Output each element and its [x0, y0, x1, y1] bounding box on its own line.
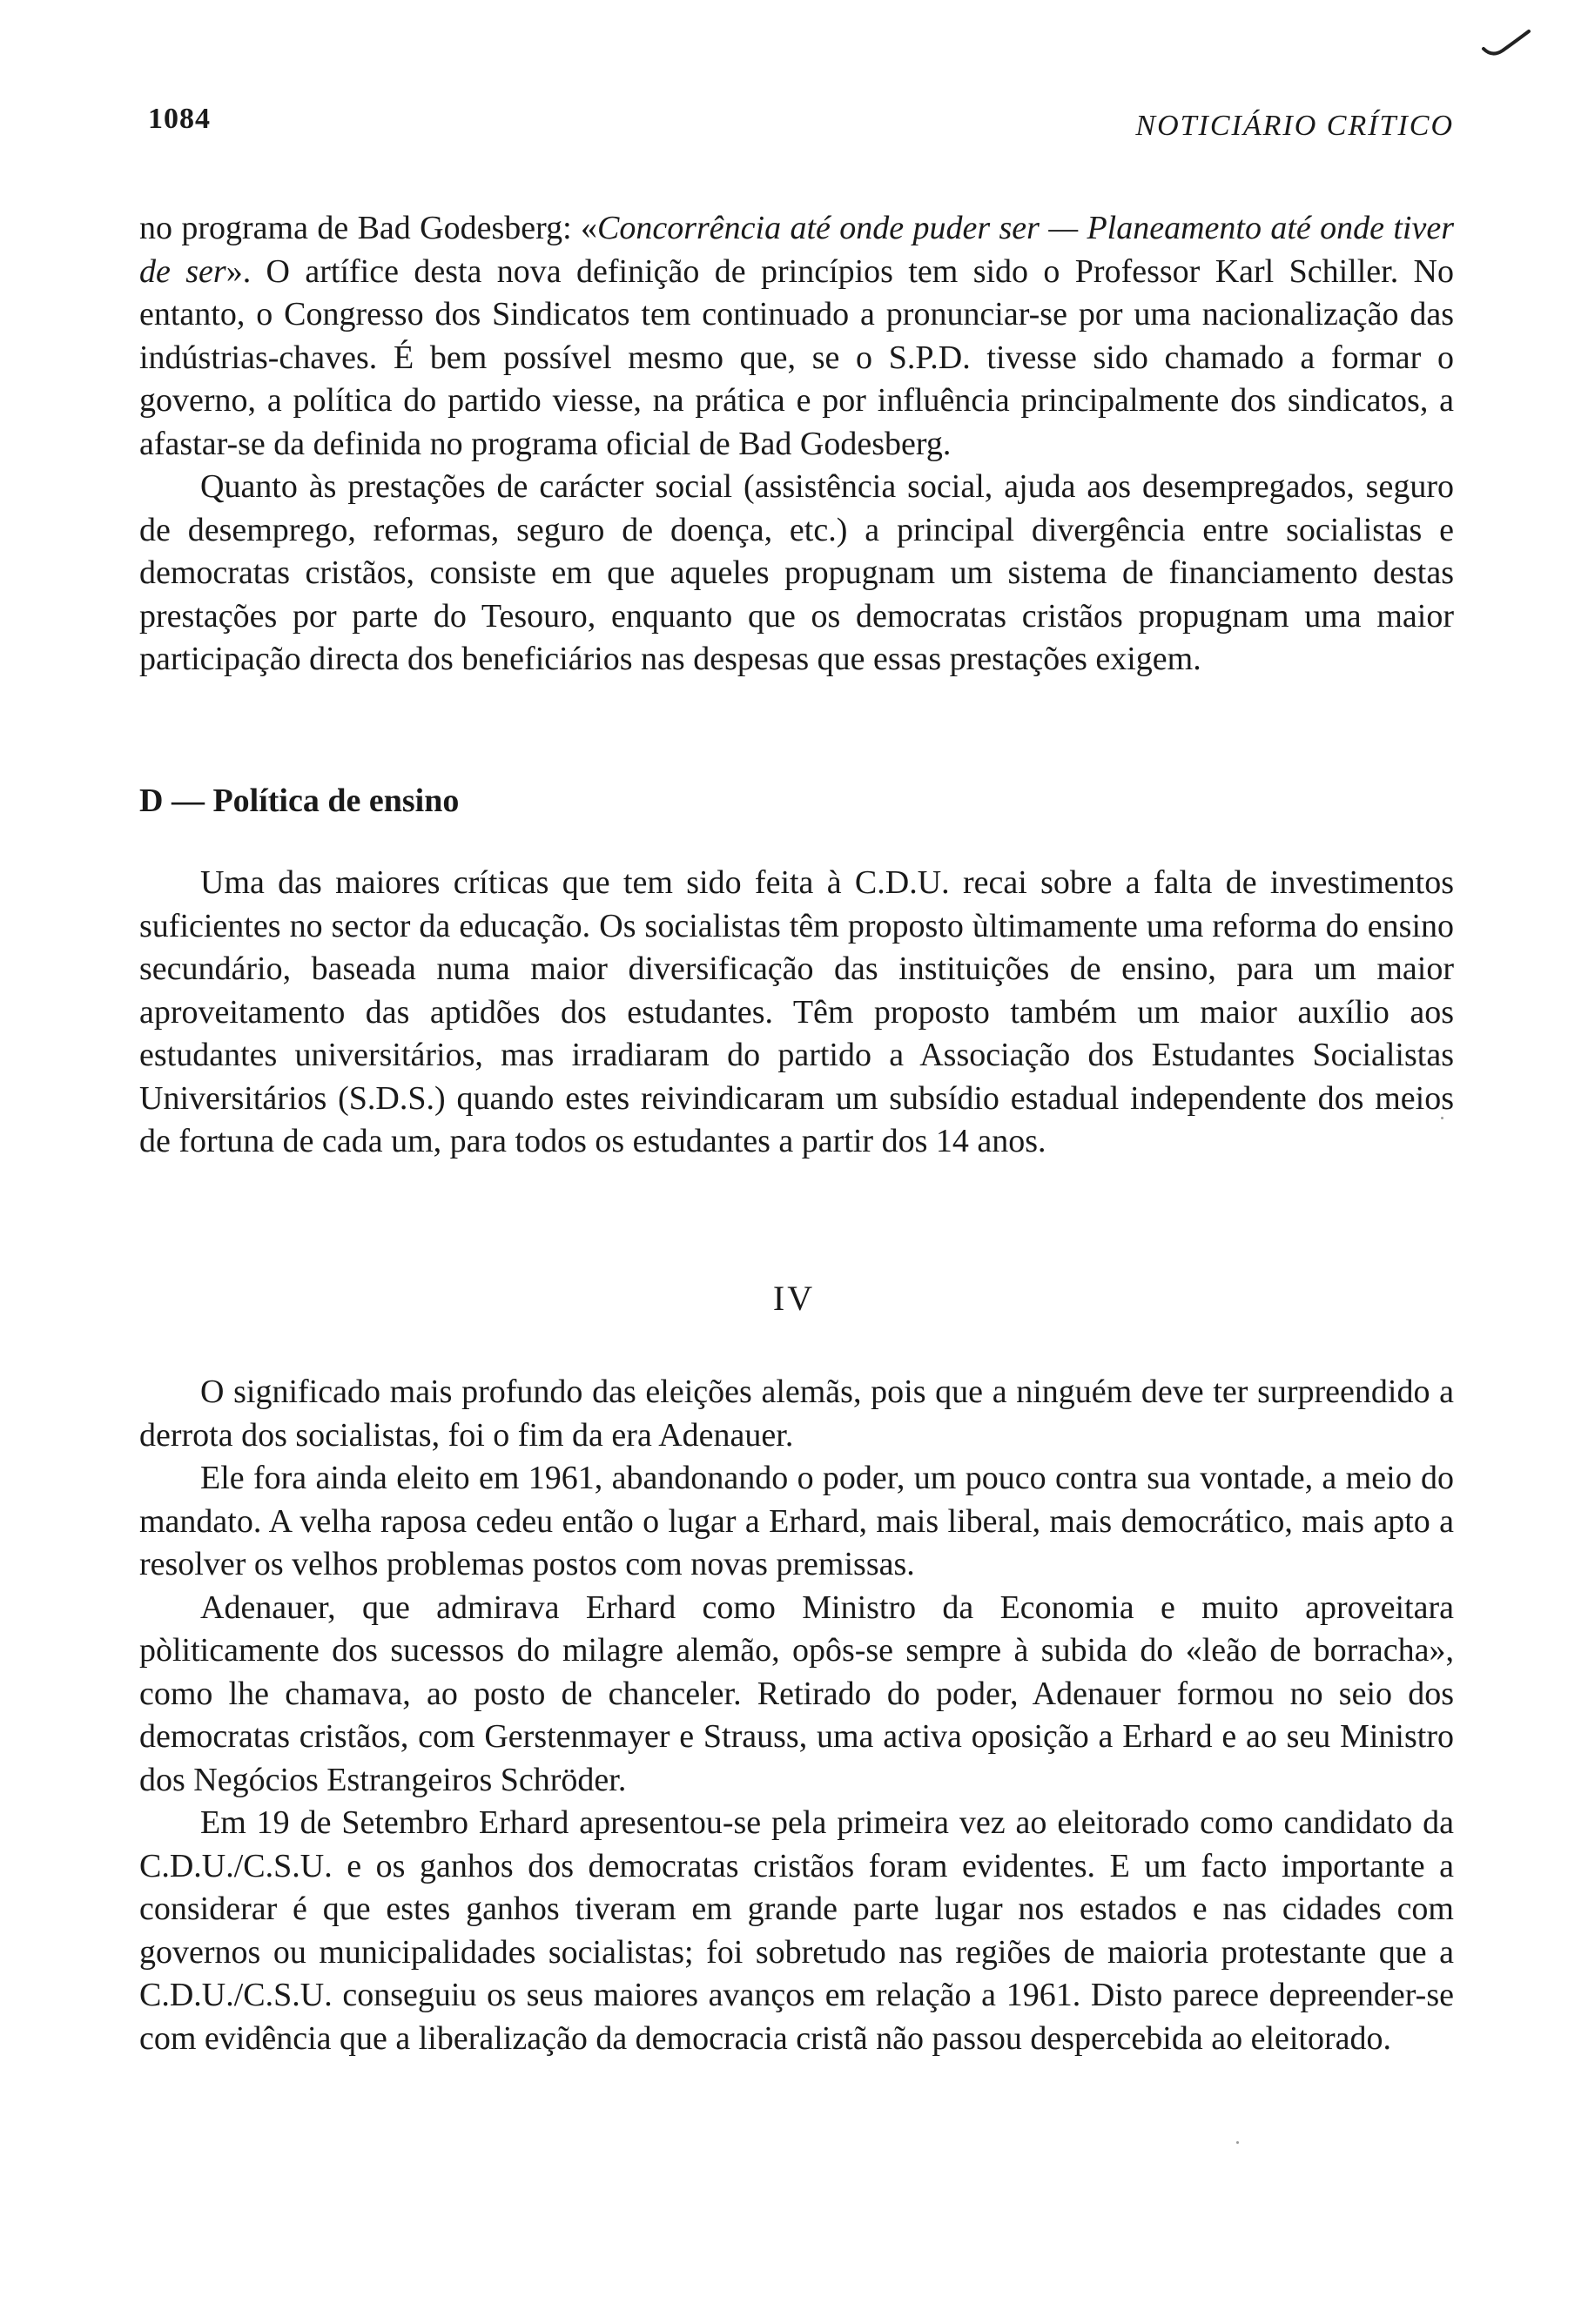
paragraph: Ele fora ainda eleito em 1961, abandonando o poder, um pouco contra sua vontade, a meio do mandato. A velha raposa cedeu então o lugar a Erhard, mais liberal, mais democrático, mais apto a resolver os velhos problemas postos com novas premissas. [139, 1460, 1454, 1582]
quoted-slogan: Concorrência até onde puder ser — Planeamento até onde tiver de ser [139, 210, 1455, 290]
running-title: NOTICIÁRIO CRÍTICO [1135, 110, 1454, 142]
paragraph: O significado mais profundo das eleições alemãs, pois que a ninguém deve ter surpreendido a derrota dos socialistas, foi o fim da era Adenauer. [139, 1374, 1454, 1454]
section-text-block [139, 862, 1454, 1164]
part-text-block [139, 1371, 1454, 2060]
paragraph: Uma das maiores críticas que tem sido feita à C.D.U. recai sobre a falta de investimentos suficientes no sector da educação. Os socialistas têm proposto ùltimamente uma reforma do ensino secundário, baseada numa maior diversificação das instituições de ensino, para um maior aproveitamento das aptidões dos estudantes. Têm proposto também um maior auxílio aos estudantes universitários, mas irradiaram do partido a Associação dos Estudantes Socialistas Universitários (S.D.S.) quando estes reivindicaram um subsídio estadual independente dos meios de fortuna de cada um, para todos os estudantes a partir dos 14 anos. [139, 864, 1454, 1159]
scan-speck [1236, 2141, 1239, 2144]
text-segment: ». O artífice desta nova definição de princípios tem sido o Professor Karl Schiller. No entanto, o Congresso dos Sindicatos tem continuado a pronunciar-se por uma nacionalização das indústrias-chaves. É bem possível mesmo que, se o S.P.D. tivesse sido chamado a formar o governo, a política do partido viesse, na prática e por influência principalmente dos sindicatos, a afastar-se da definida no programa oficial de Bad Godesberg. [139, 252, 1455, 462]
pencil-check-mark [1480, 26, 1532, 61]
page-header [148, 103, 1454, 155]
part-numeral: IV [772, 1279, 816, 1318]
paragraph [139, 207, 1454, 466]
scan-speck [1441, 1117, 1443, 1119]
paragraph: Em 19 de Setembro Erhard apresentou-se pela primeira vez ao eleitorado como candidato da C.D.U./C.S.U. e os ganhos dos democratas cristãos foram evidentes. E um facto importante a considerar é que estes ganhos tiveram em grande parte lugar nos estados e nas cidades com governos ou municipalidades socialistas; foi sobretudo nas regiões de maioria protestante que a C.D.U./C.S.U. conseguiu os seus maiores avanços em relação a 1961. Disto parece depreender-se com evidência que a liberalização da democracia cristã não passou despercebida ao eleitorado. [139, 1804, 1454, 2057]
page-number: 1084 [148, 103, 211, 135]
section-heading: D — Política de ensino [139, 783, 460, 819]
continued-text-block [139, 207, 1454, 682]
paragraph: Quanto às prestações de carácter social (assistência social, ajuda aos desempregados, seguro de desemprego, reformas, seguro de doença, etc.) a principal divergência entre socialistas e democratas cristãos, consiste em que aqueles propugnam um sistema de financiamento destas prestações por parte do Tesouro, enquanto que os democratas cristãos propugnam uma maior participação directa dos beneficiários nas despesas que essas prestações exigem. [139, 468, 1454, 677]
text-segment: no programa de Bad Godesberg: « [139, 210, 598, 246]
paragraph: Adenauer, que admirava Erhard como Ministro da Economia e muito aproveitara pòliticamente dos sucessos do milagre alemão, opôs-se sempre à subida do «leão de borracha», como lhe chamava, ao posto de chanceler. Retirado do poder, Adenauer formou no seio dos democratas cristãos, com Gerstenmayer e Strauss, uma activa oposição a Erhard e ao seu Ministro dos Negócios Estrangeiros Schröder. [139, 1589, 1454, 1798]
